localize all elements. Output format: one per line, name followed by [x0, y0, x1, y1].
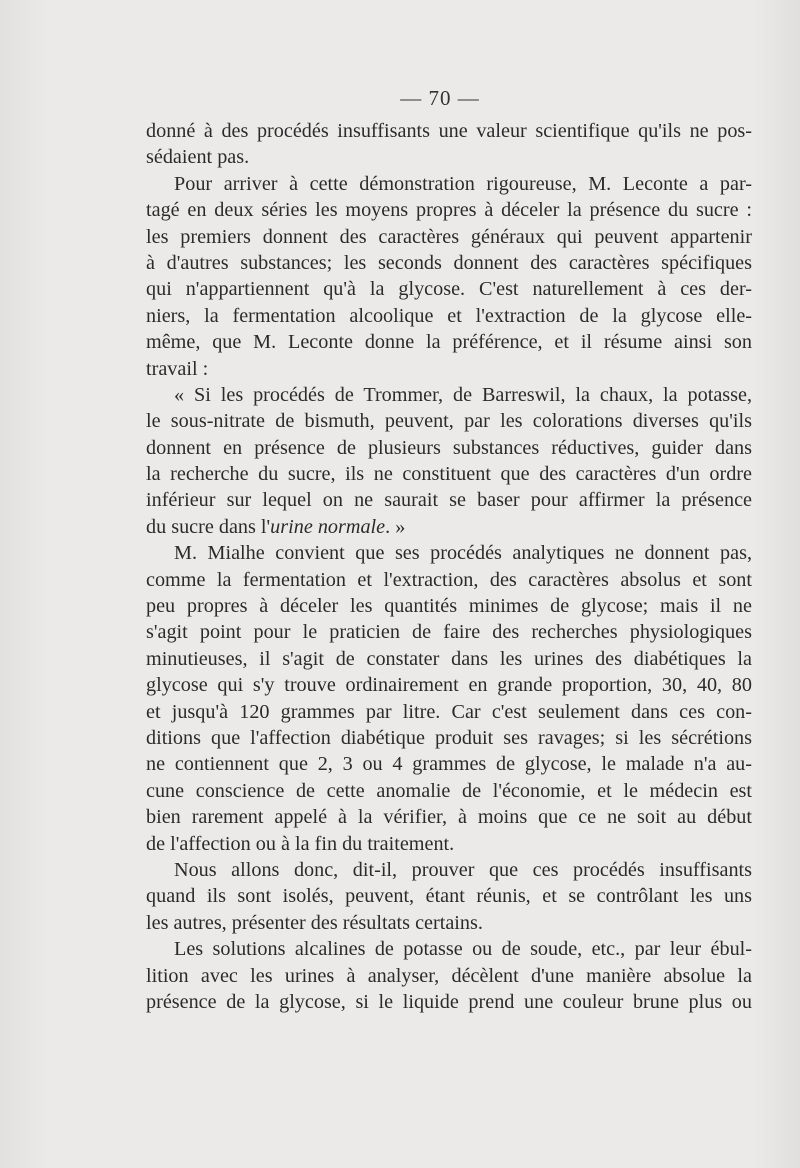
text-line: cune conscience de cette anomalie de l'économie, et le médecin est: [146, 779, 752, 802]
text-line: la recherche du sucre, ils ne constituent que des caractères d'un ordre: [146, 463, 752, 486]
text-line: qui n'appartiennent qu'à la glycose. C'est naturellement à ces der-: [146, 278, 752, 301]
text-line: inférieur sur lequel on ne saurait se baser pour affirmer la présence: [146, 489, 752, 512]
text-line: comme la fermentation et l'extraction, des caractères absolus et sont: [146, 568, 752, 591]
text-line: Nous allons donc, dit-il, prouver que ces procédés insuffisants: [174, 858, 752, 881]
text-line: lition avec les urines à analyser, décèlent d'une manière absolue la: [146, 964, 752, 987]
text-line: à d'autres substances; les seconds donnent des caractères spécifiques: [146, 251, 752, 274]
text-line: les autres, présenter des résultats certains.: [146, 911, 483, 934]
text-line: de l'affection ou à la fin du traitement.: [146, 832, 455, 855]
text-line: Pour arriver à cette démonstration rigoureuse, M. Leconte a par-: [174, 172, 752, 195]
text-line: donnent en présence de plusieurs substances réductives, guider dans: [146, 436, 752, 459]
text-line: du sucre dans l'urine normale. »: [146, 515, 406, 538]
text-line: donné à des procédés insuffisants une valeur scientifique qu'ils ne pos-: [146, 120, 752, 142]
text-line: ditions que l'affection diabétique produit ses ravages; si les sécrétions: [146, 726, 752, 749]
text-line: présence de la glycose, si le liquide prend une couleur brune plus ou: [146, 990, 752, 1013]
text-line: même, que M. Leconte donne la préférence, et il résume ainsi son: [146, 331, 752, 354]
body-text: [146, 118, 752, 1015]
text-line: travail :: [146, 357, 209, 380]
text-line: et jusqu'à 120 grammes par litre. Car c'est seulement dans ces con-: [146, 700, 752, 723]
italic-emphasis: urine normale: [270, 515, 386, 538]
text-line: glycose qui s'y trouve ordinairement en grande proportion, 30, 40, 80: [146, 674, 752, 697]
text-line: s'agit point pour le praticien de faire des recherches physiologiques: [146, 621, 752, 644]
text-line: M. Mialhe convient que ses procédés analytiques ne donnent pas,: [174, 542, 752, 565]
text-line: ne contiennent que 2, 3 ou 4 grammes de glycose, le malade n'a au-: [146, 753, 752, 776]
text-line: quand ils sont isolés, peuvent, étant réunis, et se contrôlant les uns: [146, 885, 752, 908]
text-line: sédaient pas.: [146, 146, 250, 169]
page-number: — 70 —: [400, 86, 480, 110]
text-line: Les solutions alcalines de potasse ou de soude, etc., par leur ébul-: [174, 938, 752, 961]
text-line: tagé en deux séries les moyens propres à déceler la présence du sucre :: [146, 199, 752, 222]
text-line: « Si les procédés de Trommer, de Barreswil, la chaux, la potasse,: [174, 383, 752, 406]
text-line: minutieuses, il s'agit de constater dans les urines des diabétiques la: [146, 647, 752, 670]
text-line: bien rarement appelé à la vérifier, à moins que ce ne soit au début: [146, 806, 752, 829]
text-line: peu propres à déceler les quantités minimes de glycose; mais il ne: [146, 595, 752, 618]
text-line: niers, la fermentation alcoolique et l'extraction de la glycose elle-: [146, 304, 752, 327]
text-line: le sous-nitrate de bismuth, peuvent, par les colorations diverses qu'ils: [146, 410, 752, 433]
text-line: les premiers donnent des caractères généraux qui peuvent appartenir: [146, 225, 752, 248]
